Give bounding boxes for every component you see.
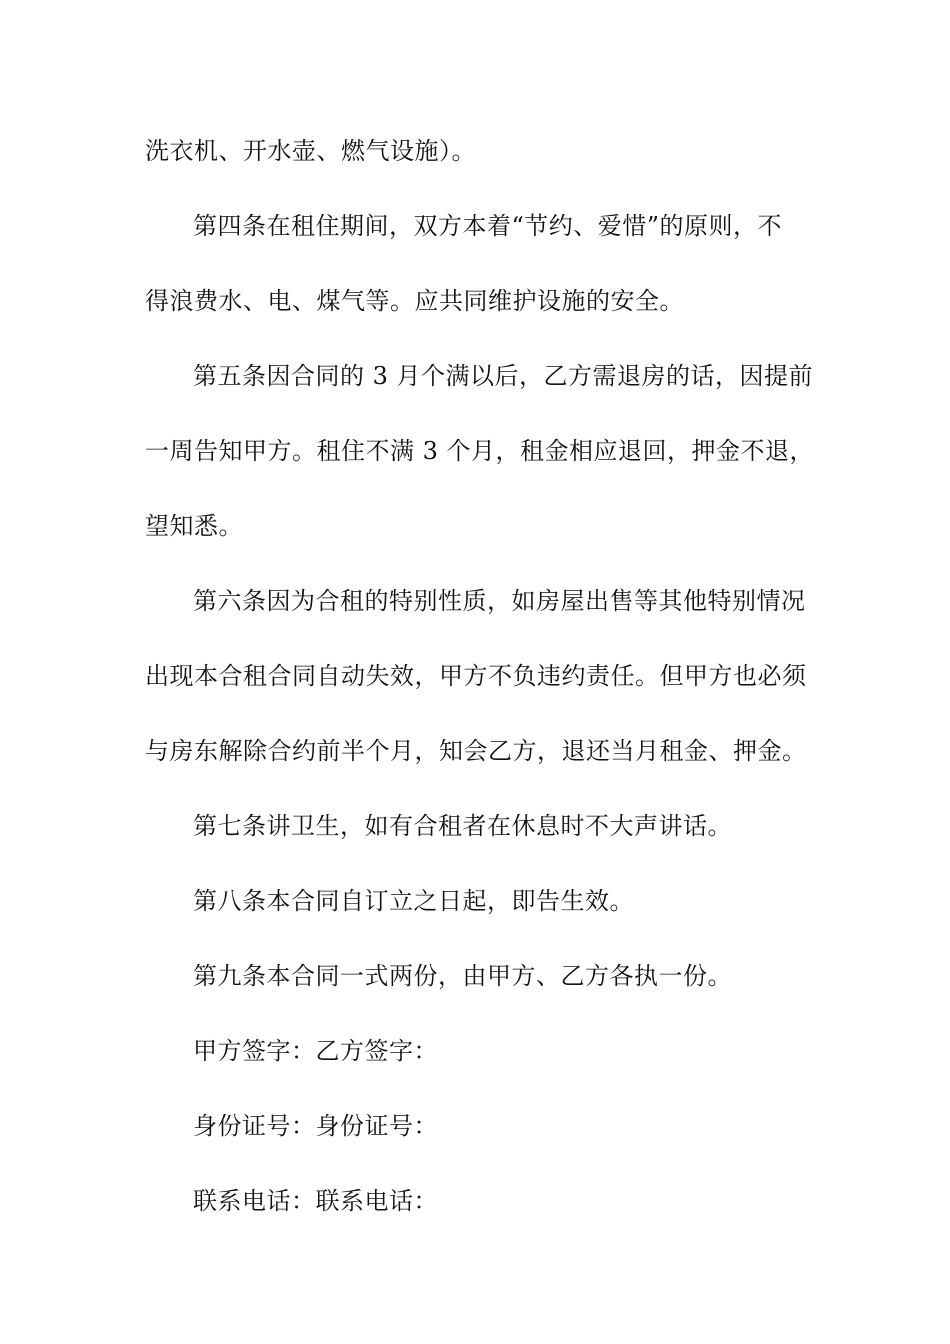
clause-9: 第九条本合同一式两份，由甲方、乙方各执一份。: [193, 962, 732, 990]
clause-4-line-2: 得浪费水、电、煤气等。应共同维护设施的安全。: [145, 287, 684, 315]
clause-5-line-3: 望知悉。: [145, 512, 243, 540]
clause-6-line-2: 出现本合租合同自动失效，甲方不负违约责任。但甲方也必须: [145, 662, 807, 690]
clause-8: 第八条本合同自订立之日起，即告生效。: [193, 887, 634, 915]
clause-5-line-1: 第五条因合同的 3 月个满以后，乙方需退房的话，因提前: [193, 362, 814, 390]
clause-6-line-3: 与房东解除合约前半个月，知会乙方，退还当月租金、押金。: [145, 737, 807, 765]
clause-5-line-2: 一周告知甲方。租住不满 3 个月，租金相应退回，押金不退，: [145, 437, 815, 465]
id-number-line: 身份证号：身份证号：: [193, 1112, 438, 1140]
text-line-1: 洗衣机、开水壶、燃气设施）。: [145, 137, 476, 165]
clause-4-line-1: 第四条在租住期间，双方本着“节约、爱惜”的原则，不: [193, 212, 783, 240]
clause-7: 第七条讲卫生，如有合租者在休息时不大声讲话。: [193, 812, 732, 840]
signature-line: 甲方签字：乙方签字：: [193, 1037, 438, 1065]
clause-6-line-1: 第六条因为合租的特别性质，如房屋出售等其他特别情况: [193, 587, 806, 615]
phone-line: 联系电话：联系电话：: [193, 1187, 438, 1215]
